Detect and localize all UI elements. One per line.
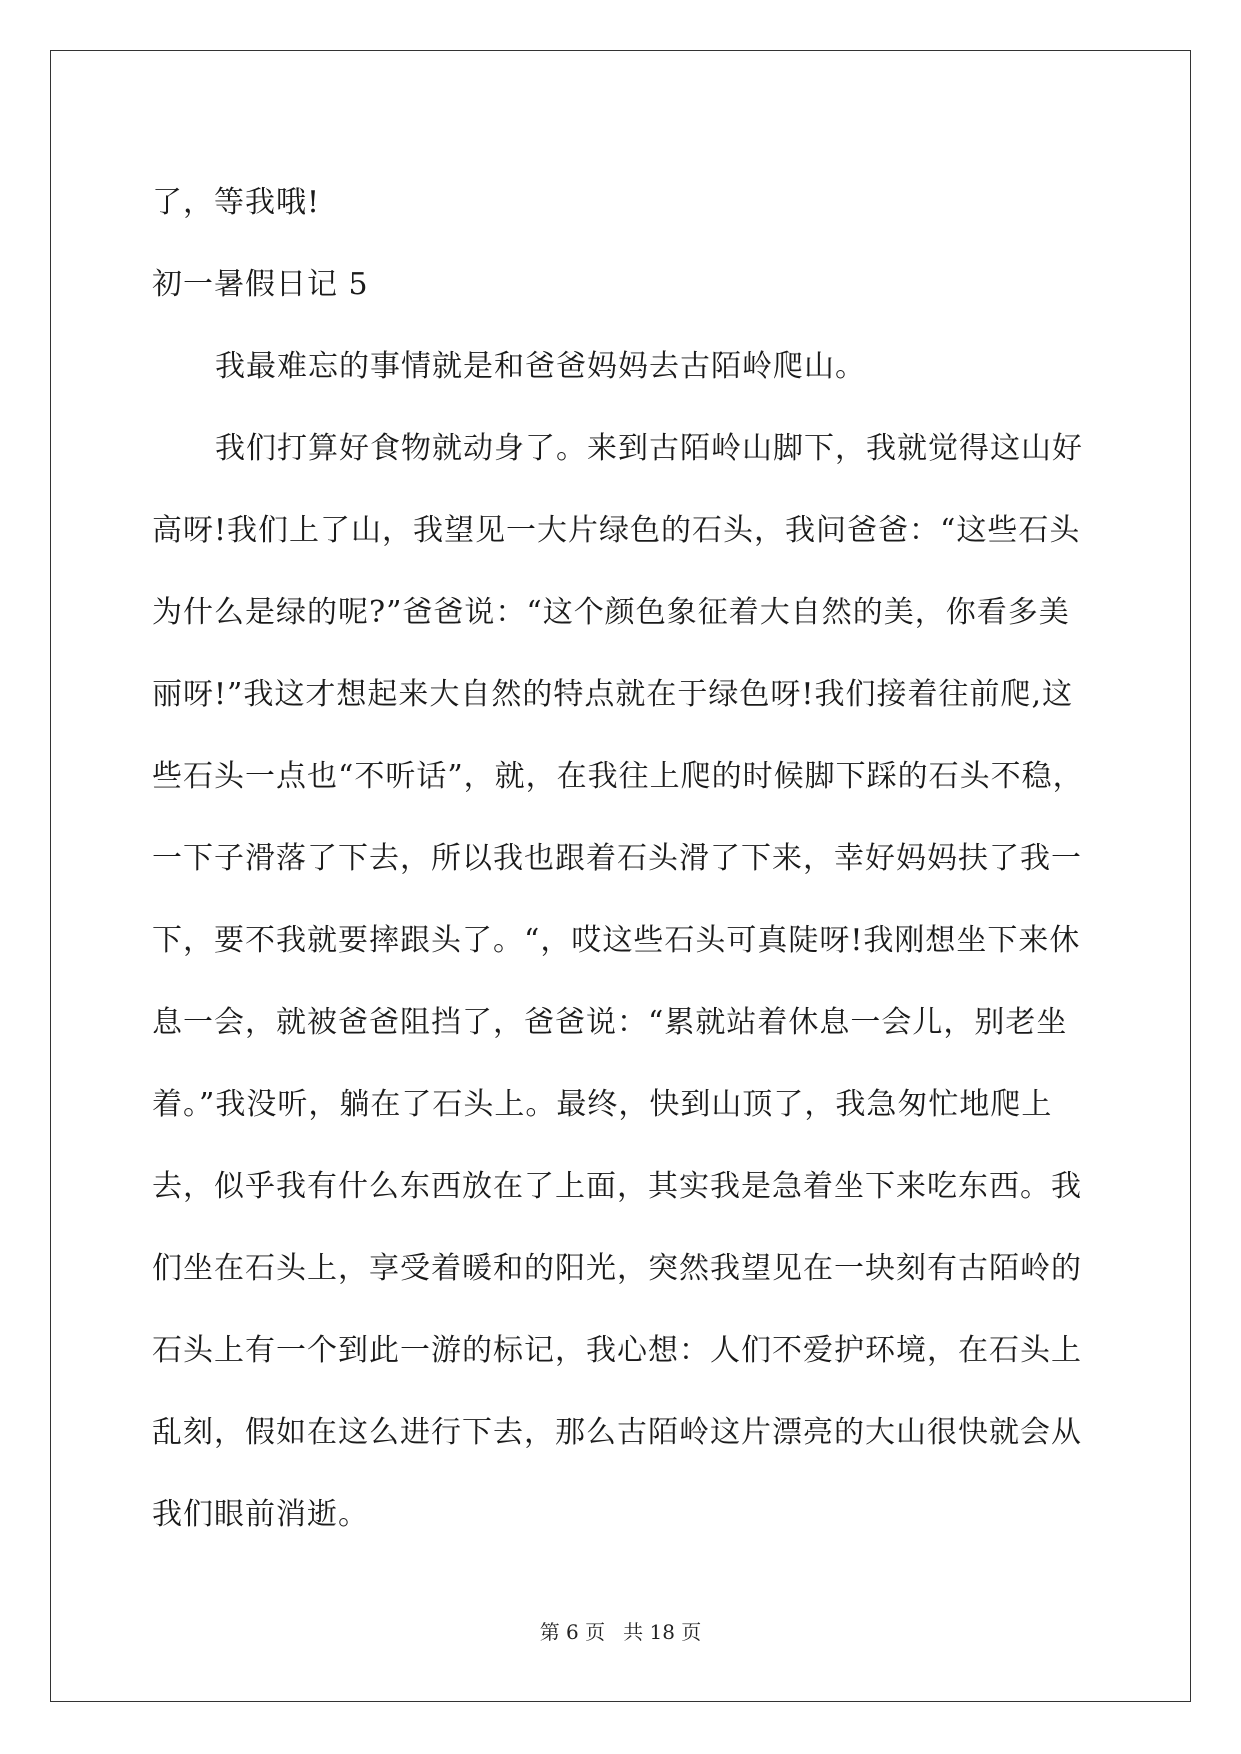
paragraph-line: 些石头一点也“不听话”，就，在我往上爬的时候脚下踩的石头不稳， [152, 759, 1084, 794]
paragraph-line: 下，要不我就要摔跟头了。“，哎这些石头可真陡呀!我刚想坐下来休 [152, 923, 1081, 958]
paragraph-line: 去，似乎我有什么东西放在了上面，其实我是急着坐下来吃东西。我 [152, 1169, 1082, 1204]
paragraph-line: 一下子滑落了下去，所以我也跟着石头滑了下来，幸好妈妈扶了我一 [152, 841, 1082, 876]
document-body [152, 162, 1088, 1556]
paragraph-line: 为什么是绿的呢?”爸爸说：“这个颜色象征着大自然的美，你看多美 [152, 595, 1070, 630]
text-line: 了，等我哦! [152, 185, 321, 220]
section-heading: 初一暑假日记 5 [152, 267, 369, 302]
paragraph-line: 石头上有一个到此一游的标记，我心想：人们不爱护环境，在石头上 [152, 1333, 1082, 1368]
page-number-current: 第 6 页 [539, 1620, 606, 1644]
paragraph-line: 我们眼前消逝。 [152, 1497, 369, 1532]
paragraph-line: 乱刻，假如在这么进行下去，那么古陌岭这片漂亮的大山很快就会从 [152, 1415, 1082, 1450]
paragraph-line: 丽呀!”我这才想起来大自然的特点就在于绿色呀!我们接着往前爬,这 [152, 677, 1073, 712]
paragraph-line: 高呀!我们上了山，我望见一大片绿色的石头，我问爸爸：“这些石头 [152, 513, 1081, 548]
page-number-total: 共 18 页 [623, 1620, 702, 1644]
page-footer [0, 1616, 1241, 1645]
paragraph-line: 着。”我没听，躺在了石头上。最终，快到山顶了，我急匆忙地爬上 [152, 1087, 1053, 1122]
paragraph-line: 息一会，就被爸爸阻挡了，爸爸说：“累就站着休息一会儿，别老坐 [152, 1005, 1068, 1040]
paragraph-line: 们坐在石头上，享受着暖和的阳光，突然我望见在一块刻有古陌岭的 [152, 1251, 1082, 1286]
paragraph-line: 我们打算好食物就动身了。来到古陌岭山脚下，我就觉得这山好 [215, 431, 1083, 466]
paragraph-line: 我最难忘的事情就是和爸爸妈妈去古陌岭爬山。 [215, 349, 866, 384]
